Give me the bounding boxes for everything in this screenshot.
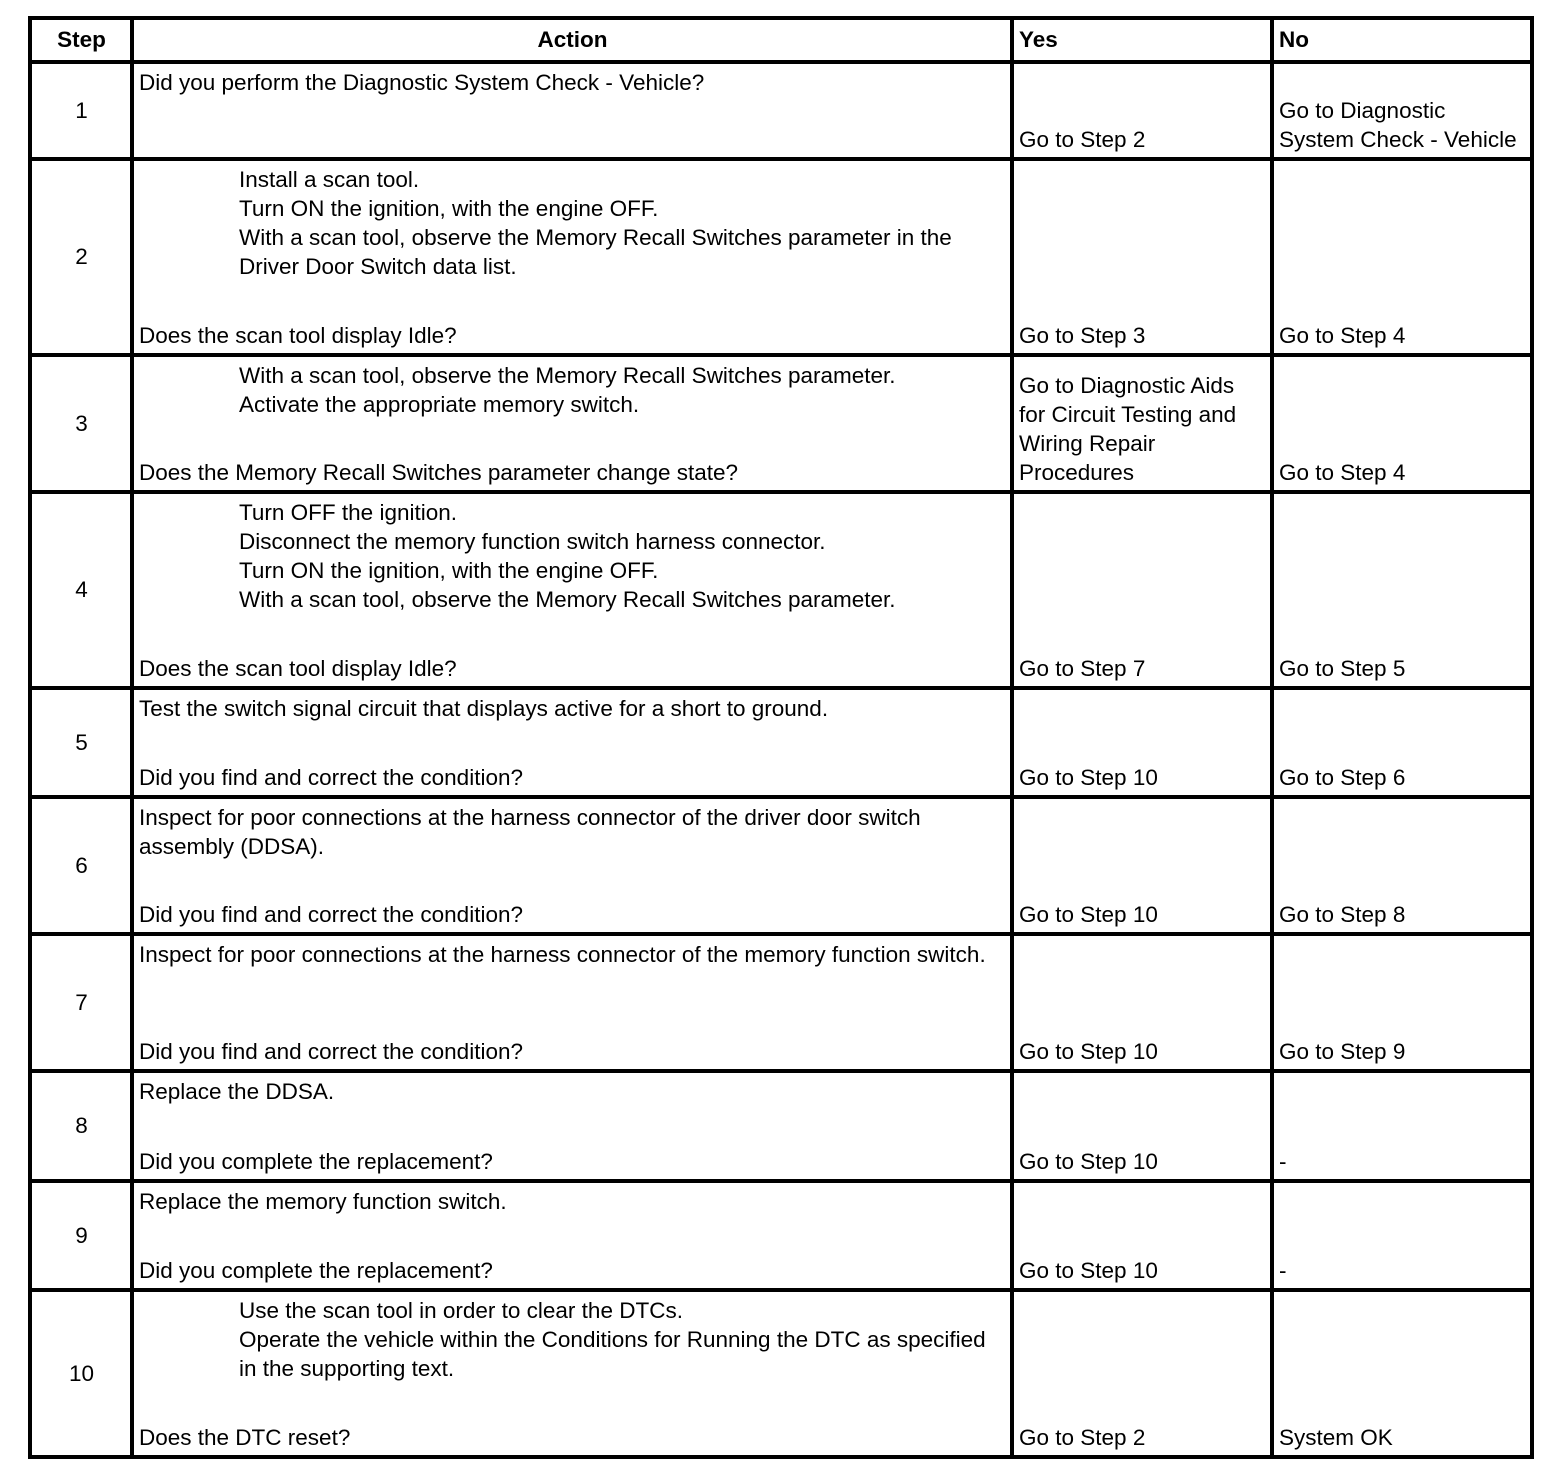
action-cell xyxy=(132,1071,1012,1181)
no-result: Go to Step 8 xyxy=(1272,797,1532,934)
instruction-item: Use the scan tool in order to clear the DTCs. xyxy=(239,1298,683,1323)
action-top xyxy=(139,1296,1006,1383)
instruction-item: With a scan tool, observe the Memory Recall Switches parameter. xyxy=(239,587,896,612)
step-number: 2 xyxy=(30,159,132,355)
instruction-item: With a scan tool, observe the Memory Recall Switches parameter. xyxy=(239,363,896,388)
step-number: 7 xyxy=(30,934,132,1071)
yes-result: Go to Step 7 xyxy=(1012,492,1272,688)
table-row xyxy=(30,62,1532,159)
action-content xyxy=(134,690,1010,795)
no-result: System OK xyxy=(1272,1290,1532,1457)
action-question: Did you complete the replacement? xyxy=(139,1149,493,1174)
yes-result: Go to Step 3 xyxy=(1012,159,1272,355)
instruction-item: Turn OFF the ignition. xyxy=(239,500,458,525)
action-top xyxy=(139,498,1006,614)
action-top xyxy=(139,1077,1006,1106)
no-result: - xyxy=(1272,1071,1532,1181)
table-row xyxy=(30,1071,1532,1181)
action-cell xyxy=(132,1181,1012,1290)
header-action: Action xyxy=(132,18,1012,62)
instruction-item: Install a scan tool. xyxy=(239,167,420,192)
action-cell xyxy=(132,797,1012,934)
action-lead: Did you perform the Diagnostic System Check - Vehicle? xyxy=(139,70,705,95)
diagnostic-table xyxy=(28,16,1534,1459)
action-content xyxy=(134,1073,1010,1179)
yes-result: Go to Step 2 xyxy=(1012,1290,1272,1457)
table-row xyxy=(30,797,1532,934)
action-content xyxy=(134,494,1010,686)
action-top xyxy=(139,803,1006,861)
action-lead: Replace the memory function switch. xyxy=(139,1189,507,1214)
table-row xyxy=(30,1181,1532,1290)
action-question: Did you find and correct the condition? xyxy=(139,1039,523,1064)
action-cell xyxy=(132,934,1012,1071)
table-row xyxy=(30,1290,1532,1457)
instruction-item: Turn ON the ignition, with the engine OFF. xyxy=(239,558,659,583)
action-cell xyxy=(132,62,1012,159)
yes-result: Go to Diagnostic Aids for Circuit Testing and Wiring Repair Procedures xyxy=(1012,355,1272,492)
no-result: - xyxy=(1272,1181,1532,1290)
action-cell xyxy=(132,688,1012,797)
no-result: Go to Step 4 xyxy=(1272,159,1532,355)
yes-result: Go to Step 2 xyxy=(1012,62,1272,159)
instruction-item: Disconnect the memory function switch harness connector. xyxy=(239,529,826,554)
action-content xyxy=(134,357,1010,490)
action-content xyxy=(134,64,1010,157)
table-row xyxy=(30,159,1532,355)
step-number: 3 xyxy=(30,355,132,492)
action-content xyxy=(134,936,1010,1069)
action-content xyxy=(134,1292,1010,1455)
action-top xyxy=(139,940,1006,969)
step-number: 5 xyxy=(30,688,132,797)
header-yes: Yes xyxy=(1012,18,1272,62)
step-number: 4 xyxy=(30,492,132,688)
action-top xyxy=(139,361,1006,419)
action-cell xyxy=(132,355,1012,492)
instruction-item: Turn ON the ignition, with the engine OFF. xyxy=(239,196,659,221)
table-row xyxy=(30,688,1532,797)
action-top xyxy=(139,694,1006,723)
table-row xyxy=(30,492,1532,688)
instruction-item: Operate the vehicle within the Conditions for Running the DTC as specified in the supporting text. xyxy=(239,1327,992,1381)
action-content xyxy=(134,161,1010,353)
action-lead: Test the switch signal circuit that displays active for a short to ground. xyxy=(139,696,829,721)
header-no: No xyxy=(1272,18,1532,62)
action-content xyxy=(134,799,1010,932)
header-row xyxy=(30,18,1532,62)
table-row xyxy=(30,355,1532,492)
no-result: Go to Step 9 xyxy=(1272,934,1532,1071)
action-question: Does the scan tool display Idle? xyxy=(139,656,457,681)
action-top xyxy=(139,165,1006,281)
action-cell xyxy=(132,1290,1012,1457)
action-lead: Replace the DDSA. xyxy=(139,1079,335,1104)
action-top xyxy=(139,68,1006,97)
no-result: Go to Step 6 xyxy=(1272,688,1532,797)
yes-result: Go to Step 10 xyxy=(1012,1071,1272,1181)
action-lead: Inspect for poor connections at the harness connector of the driver door switch assembly (DDSA). xyxy=(139,805,927,859)
table-row xyxy=(30,934,1532,1071)
step-number: 1 xyxy=(30,62,132,159)
no-result: Go to Diagnostic System Check - Vehicle xyxy=(1272,62,1532,159)
no-result: Go to Step 5 xyxy=(1272,492,1532,688)
yes-result: Go to Step 10 xyxy=(1012,1181,1272,1290)
action-question: Does the Memory Recall Switches parameter change state? xyxy=(139,460,739,485)
header-step: Step xyxy=(30,18,132,62)
instruction-item: With a scan tool, observe the Memory Recall Switches parameter in the Driver Door Switch data list. xyxy=(239,225,959,279)
yes-result: Go to Step 10 xyxy=(1012,934,1272,1071)
step-number: 8 xyxy=(30,1071,132,1181)
action-question: Did you find and correct the condition? xyxy=(139,902,523,927)
action-content xyxy=(134,1183,1010,1288)
action-lead: Inspect for poor connections at the harness connector of the memory function switch. xyxy=(139,942,986,967)
instruction-item: Activate the appropriate memory switch. xyxy=(239,392,640,417)
action-top xyxy=(139,1187,1006,1216)
step-number: 9 xyxy=(30,1181,132,1290)
action-question: Does the scan tool display Idle? xyxy=(139,323,457,348)
action-question: Does the DTC reset? xyxy=(139,1425,351,1450)
step-number: 10 xyxy=(30,1290,132,1457)
yes-result: Go to Step 10 xyxy=(1012,688,1272,797)
step-number: 6 xyxy=(30,797,132,934)
action-question: Did you find and correct the condition? xyxy=(139,765,523,790)
action-cell xyxy=(132,159,1012,355)
no-result: Go to Step 4 xyxy=(1272,355,1532,492)
yes-result: Go to Step 10 xyxy=(1012,797,1272,934)
action-cell xyxy=(132,492,1012,688)
action-question: Did you complete the replacement? xyxy=(139,1258,493,1283)
